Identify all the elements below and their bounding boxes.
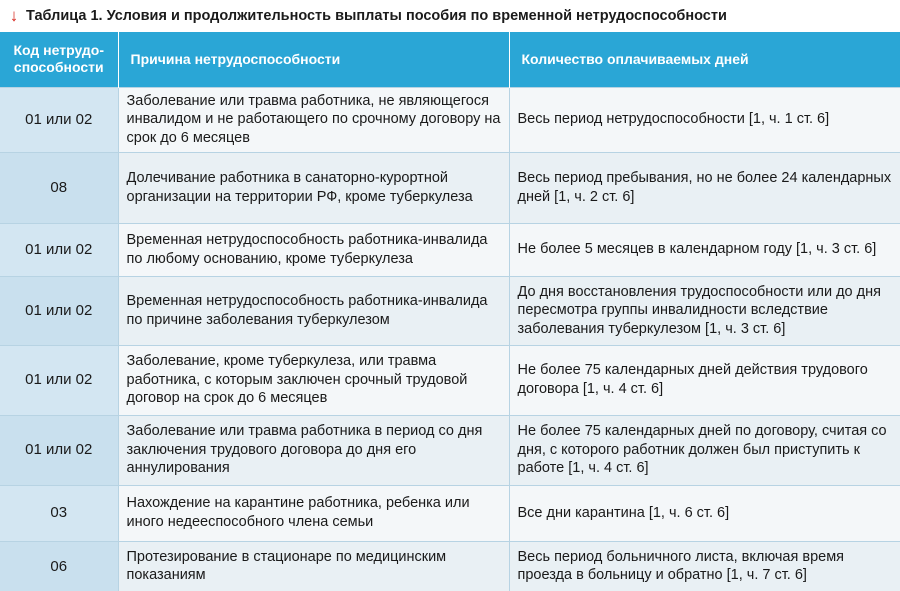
table-row	[0, 345, 900, 415]
cell-days: До дня восстановления трудоспособности или до дня пересмотра группы инвалидности вследствие заболевания туберкулезом [1, ч. 3 ст. 6]	[509, 276, 900, 345]
cell-reason: Временная нетрудоспособность работника-инвалида по любому основанию, кроме туберкулеза	[118, 223, 509, 276]
table-caption	[0, 0, 900, 32]
table-row	[0, 541, 900, 591]
cell-reason: Временная нетрудоспособность работника-инвалида по причине заболевания туберкулезом	[118, 276, 509, 345]
cell-code: 01 или 02	[0, 345, 118, 415]
cell-reason: Заболевание или травма работника в период со дня заключения трудового договора до дня его аннулирования	[118, 415, 509, 485]
header-code: Код нетрудо-способности	[0, 32, 118, 87]
cell-code: 08	[0, 152, 118, 223]
cell-days: Весь период пребывания, но не более 24 календарных дней [1, ч. 2 ст. 6]	[509, 152, 900, 223]
cell-reason: Заболевание или травма работника, не являющегося инвалидом и не работающего по срочному договору на срок до 6 месяцев	[118, 87, 509, 152]
cell-code: 01 или 02	[0, 87, 118, 152]
benefit-table	[0, 32, 900, 591]
cell-reason: Заболевание, кроме туберкулеза, или травма работника, с которым заключен срочный трудовой договор на срок до 6 месяцев	[118, 345, 509, 415]
table-row	[0, 223, 900, 276]
cell-days: Не более 5 месяцев в календарном году [1, ч. 3 ст. 6]	[509, 223, 900, 276]
table-row	[0, 152, 900, 223]
cell-days: Весь период нетрудоспособности [1, ч. 1 ст. 6]	[509, 87, 900, 152]
header-reason: Причина нетрудоспособности	[118, 32, 509, 87]
table-row	[0, 415, 900, 485]
cell-code: 06	[0, 541, 118, 591]
cell-reason: Долечивание работника в санаторно-курортной организации на территории РФ, кроме туберкулеза	[118, 152, 509, 223]
cell-code: 01 или 02	[0, 415, 118, 485]
cell-days: Не более 75 календарных дней по договору, считая со дня, с которого работник должен был приступить к работе [1, ч. 4 ст. 6]	[509, 415, 900, 485]
cell-code: 01 или 02	[0, 223, 118, 276]
table-row	[0, 485, 900, 541]
table-caption-text: Таблица 1. Условия и продолжительность выплаты пособия по временной нетрудоспособности	[26, 8, 727, 24]
cell-reason: Протезирование в стационаре по медицинским показаниям	[118, 541, 509, 591]
cell-days: Не более 75 календарных дней действия трудового договора [1, ч. 4 ст. 6]	[509, 345, 900, 415]
cell-code: 01 или 02	[0, 276, 118, 345]
table-row	[0, 276, 900, 345]
table-row	[0, 87, 900, 152]
cell-days: Весь период больничного листа, включая время проезда в больницу и обратно [1, ч. 7 ст. 6]	[509, 541, 900, 591]
cell-reason: Нахождение на карантине работника, ребенка или иного недееспособного члена семьи	[118, 485, 509, 541]
cell-days: Все дни карантина [1, ч. 6 ст. 6]	[509, 485, 900, 541]
cell-code: 03	[0, 485, 118, 541]
down-arrow-icon: ↓	[9, 6, 19, 25]
header-days: Количество оплачиваемых дней	[509, 32, 900, 87]
table-header	[0, 32, 900, 87]
